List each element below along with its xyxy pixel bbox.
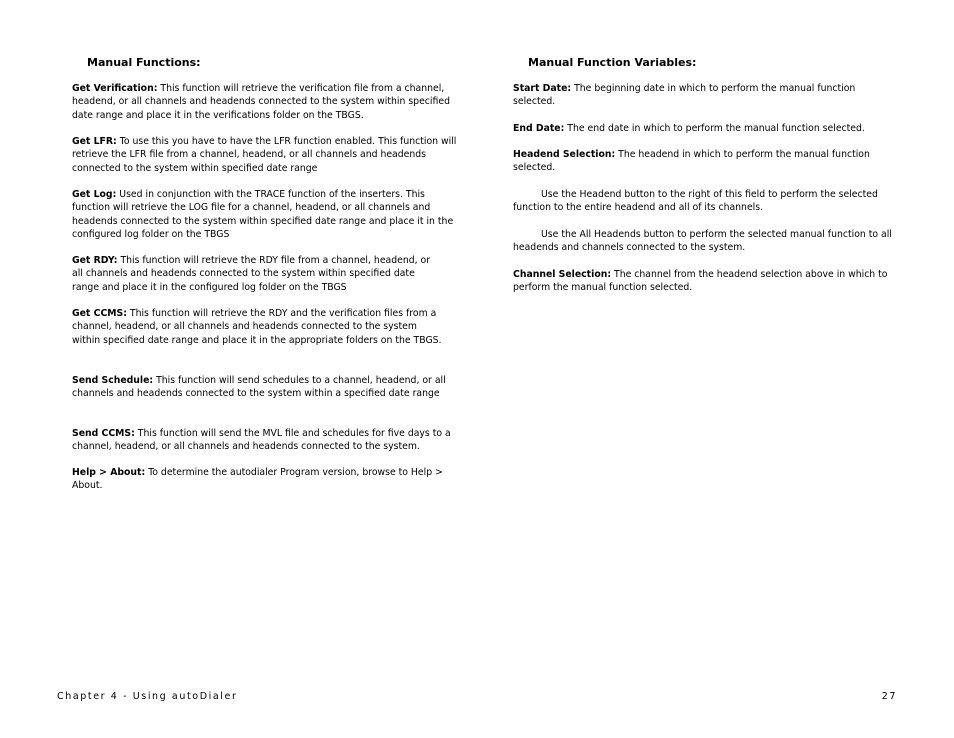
entry-term: Get Log: bbox=[72, 189, 117, 200]
send-schedule-entry bbox=[72, 374, 450, 401]
get-rdy-entry bbox=[72, 254, 442, 294]
entry-text: The end date in which to perform the manual function selected. bbox=[567, 123, 865, 134]
get-ccms-entry bbox=[72, 307, 447, 347]
channel-selection-entry bbox=[513, 268, 891, 295]
entry-text: Use the Headend button to the right of this field to perform the selected function to the entire headend and all of its channels. bbox=[513, 189, 878, 214]
entry-text: Used in conjunction with the TRACE function of the inserters. This function will retrieve the LOG file for a channel, headend, or all channels and headends connected to the system within specified date range and place it in the configured log folder on the TBGS bbox=[72, 189, 454, 240]
end-date-entry bbox=[513, 122, 898, 135]
entry-term: Get CCMS: bbox=[72, 308, 127, 319]
entry-text: The beginning date in which to perform the manual function selected. bbox=[513, 83, 856, 108]
entry-text: The channel from the headend selection above in which to perform the manual function selected. bbox=[513, 269, 888, 294]
get-lfr-entry bbox=[72, 135, 460, 175]
entry-term: Send Schedule: bbox=[72, 375, 154, 386]
entry-text: This function will retrieve the verification file from a channel, headend, or all channels and headends connected to the system within specified date range and place it in the verifications folder on the TBGS. bbox=[72, 83, 450, 121]
manual-function-variables-heading: Manual Function Variables: bbox=[528, 56, 697, 69]
get-log-entry bbox=[72, 188, 460, 241]
entry-text: This function will send the MVL file and schedules for five days to a channel, headend, or all channels and headends connected to the system. bbox=[72, 428, 451, 453]
entry-text: Use the All Headends button to perform the selected manual function to all headends and channels connected to the system. bbox=[513, 229, 892, 254]
start-date-entry bbox=[513, 82, 898, 109]
all-headends-button-note bbox=[513, 228, 898, 255]
send-ccms-entry bbox=[72, 427, 464, 454]
entry-term: Channel Selection: bbox=[513, 269, 612, 280]
entry-term: End Date: bbox=[513, 123, 565, 134]
entry-term: Help > About: bbox=[72, 467, 146, 478]
entry-text: This function will send schedules to a channel, headend, or all channels and headends connected to the system within a specified date range bbox=[72, 375, 446, 400]
entry-text: The headend in which to perform the manual function selected. bbox=[513, 149, 870, 174]
entry-term: Headend Selection: bbox=[513, 149, 616, 160]
entry-term: Get LFR: bbox=[72, 136, 117, 147]
entry-text: This function will retrieve the RDY file from a channel, headend, or all channels and headends connected to the system within specified date range and place it in the configured log folder on the TBGS bbox=[72, 255, 431, 293]
entry-term: Send CCMS: bbox=[72, 428, 135, 439]
entry-term: Get RDY: bbox=[72, 255, 118, 266]
entry-text: This function will retrieve the RDY and the verification files from a channel, headend, or all channels and headends connected to the system within specified date range and place it in the appropriate folders on the TBGS. bbox=[72, 308, 442, 346]
entry-text: To determine the autodialer Program version, browse to Help > About. bbox=[72, 467, 443, 492]
help-about-entry bbox=[72, 466, 457, 493]
headend-selection-entry bbox=[513, 148, 888, 175]
get-verification-entry bbox=[72, 82, 460, 122]
entry-term: Start Date: bbox=[513, 83, 572, 94]
entry-text: To use this you have to have the LFR function enabled. This function will retrieve the LFR file from a channel, headend, or all channels and headends connected to the system within specified date range bbox=[72, 136, 457, 174]
page-number: 27 bbox=[881, 691, 897, 702]
manual-functions-heading: Manual Functions: bbox=[87, 56, 201, 69]
entry-term: Get Verification: bbox=[72, 83, 158, 94]
headend-button-note bbox=[513, 188, 895, 215]
chapter-footer: Chapter 4 - Using autoDialer bbox=[57, 691, 238, 702]
